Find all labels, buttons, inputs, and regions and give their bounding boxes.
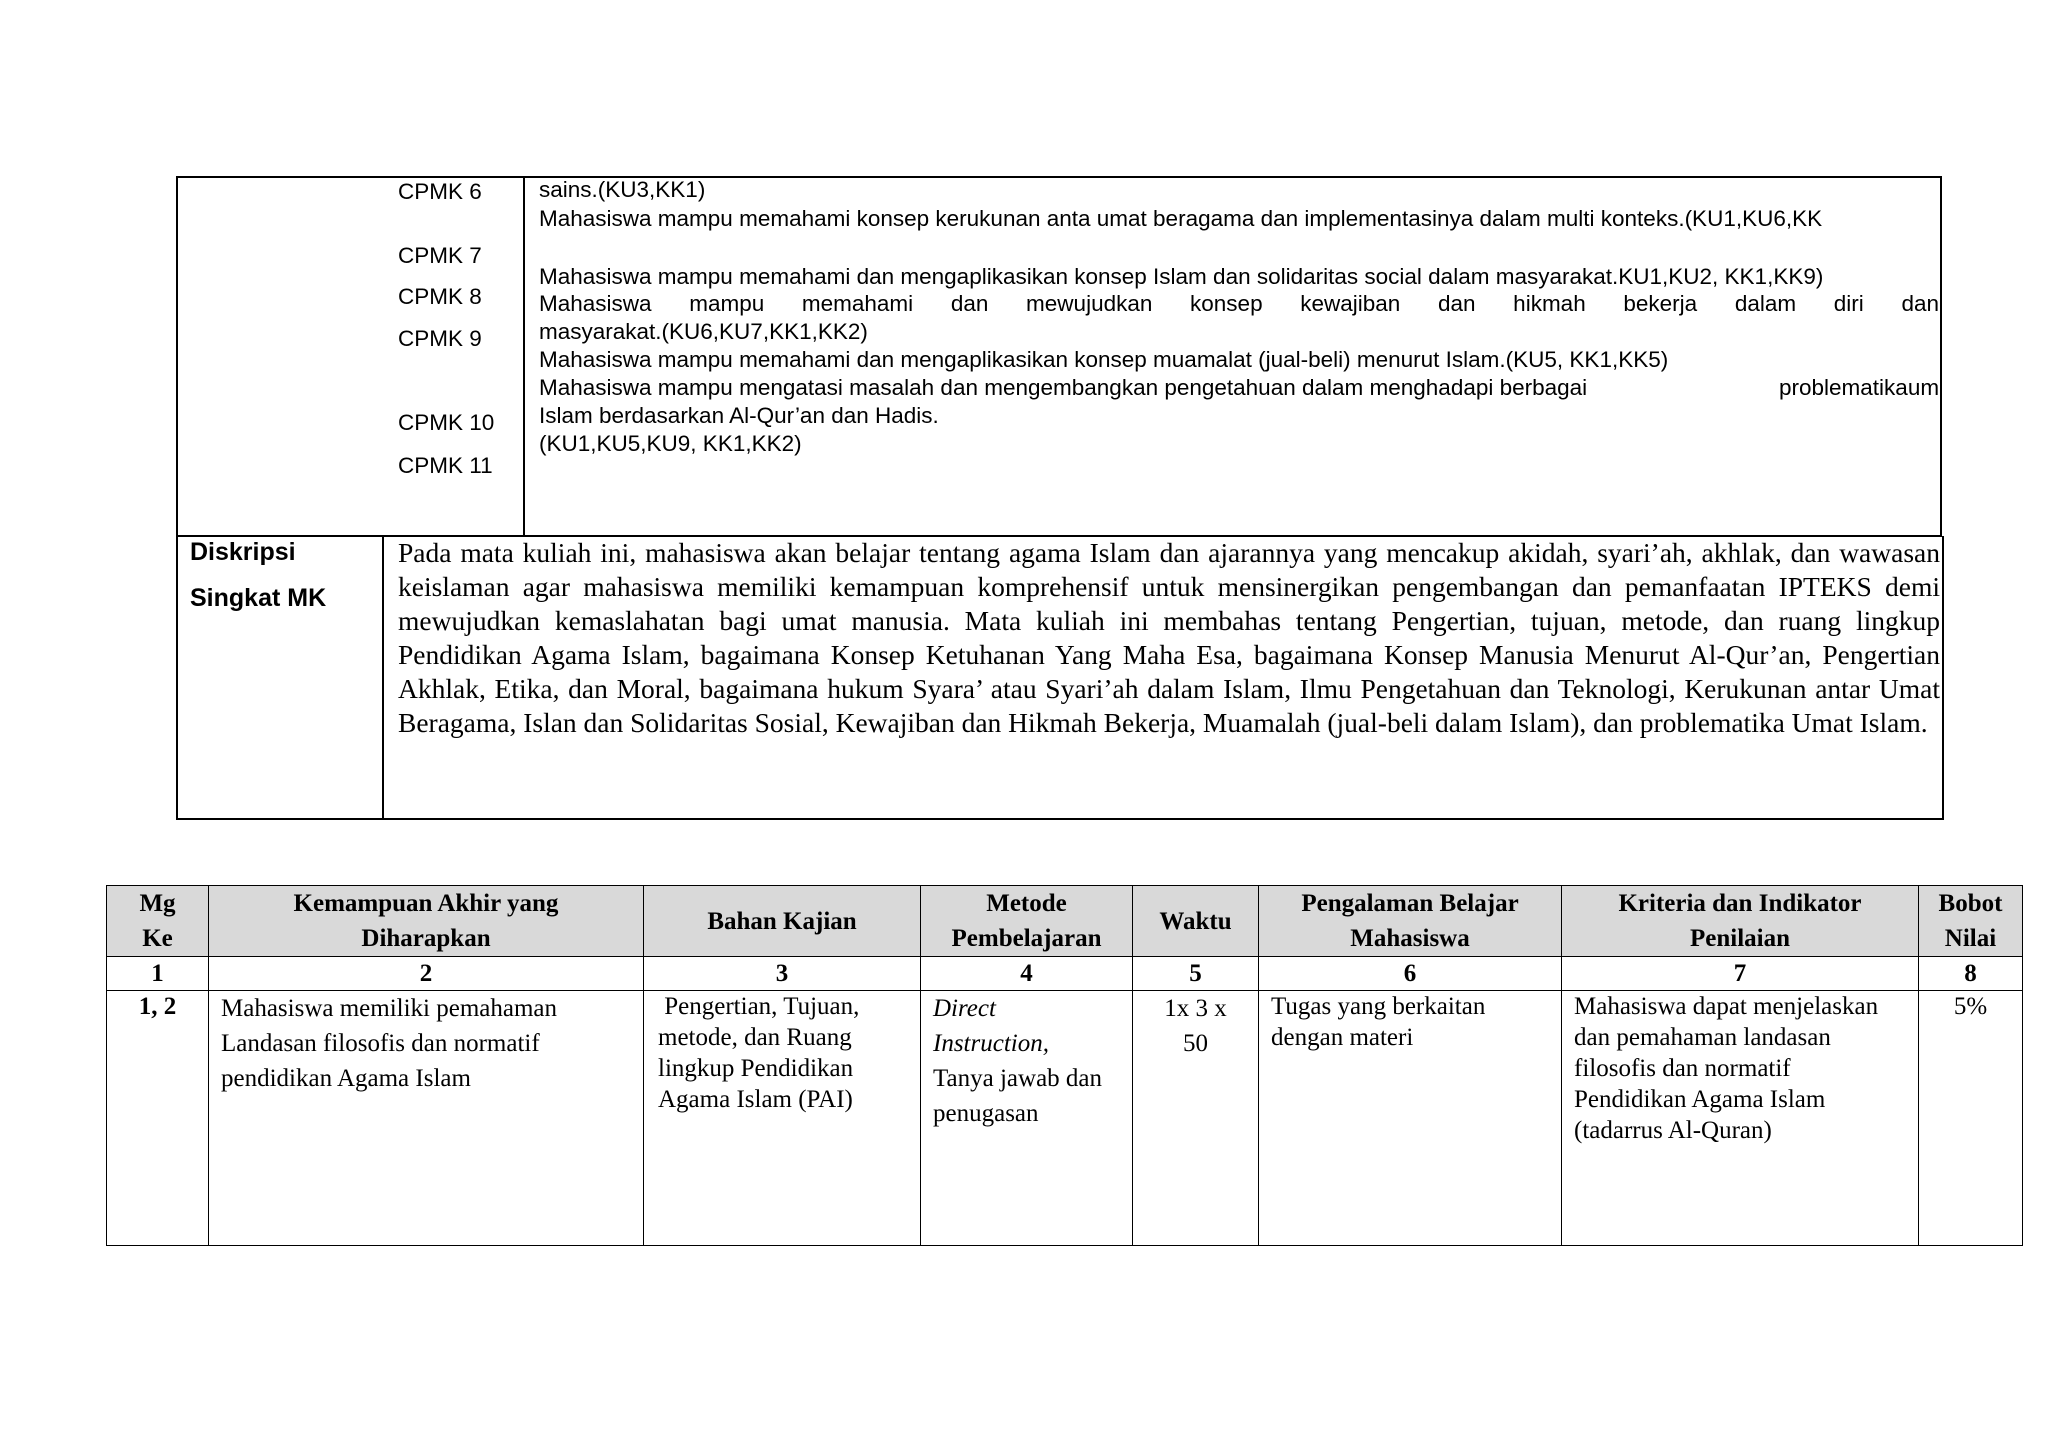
cpmk-text: Mahasiswa mampu memahami konsep kerukunan anta umat beragama dan implementasinya dalam multi konteks.(KU1,KU6,KK bbox=[539, 206, 1823, 231]
method-cell: Direct Instruction, Tanya jawab dan penugasan bbox=[921, 991, 1133, 1246]
header-row bbox=[107, 886, 2023, 957]
column-number-row bbox=[107, 957, 2023, 991]
cpmk-text: Mahasiswa mampu memahami dan mewujudkan konsep kewajiban dan hikmah bekerja dalam diri dan bbox=[539, 291, 1939, 316]
week-cell: 1, 2 bbox=[107, 991, 209, 1246]
column-header: Kriteria dan Indikator Penilaian bbox=[1562, 886, 1919, 957]
ability-cell: Mahasiswa memiliki pemahaman Landasan filosofis dan normatif pendidikan Agama Islam bbox=[209, 991, 644, 1246]
column-number: 3 bbox=[644, 957, 921, 991]
cpmk-text: Islam berdasarkan Al-Qur’an dan Hadis. bbox=[539, 403, 939, 428]
cpmk-code: CPMK 7 bbox=[398, 243, 482, 268]
column-header: Mg Ke bbox=[107, 886, 209, 957]
description-label: Singkat MK bbox=[190, 584, 327, 612]
weight-cell: 5% bbox=[1919, 991, 2023, 1246]
column-header: Kemampuan Akhir yang Diharapkan bbox=[209, 886, 644, 957]
cpmk-text: sains.(KU3,KK1) bbox=[539, 177, 706, 202]
column-number: 6 bbox=[1259, 957, 1562, 991]
column-number: 5 bbox=[1133, 957, 1259, 991]
column-header: Bahan Kajian bbox=[644, 886, 921, 957]
table-border-bottom bbox=[176, 818, 1944, 820]
cpmk-column-divider bbox=[523, 176, 525, 536]
experience-cell: Tugas yang berkaitan dengan materi bbox=[1259, 991, 1562, 1246]
cpmk-code: CPMK 9 bbox=[398, 326, 482, 351]
column-header: Pengalaman Belajar Mahasiswa bbox=[1259, 886, 1562, 957]
description-label: Diskripsi bbox=[190, 538, 296, 566]
cpmk-code: CPMK 11 bbox=[398, 453, 493, 478]
cpmk-code: CPMK 6 bbox=[398, 179, 482, 204]
column-header: Metode Pembelajaran bbox=[921, 886, 1133, 957]
cpmk-text: Mahasiswa mampu memahami dan mengaplikasikan konsep Islam dan solidaritas social dalam masyarakat.KU1,KU2, KK1,KK9) bbox=[539, 264, 1824, 289]
cpmk-text: (KU1,KU5,KU9, KK1,KK2) bbox=[539, 431, 802, 456]
column-header: Waktu bbox=[1133, 886, 1259, 957]
label-column-divider bbox=[382, 535, 384, 819]
table-border-right-upper bbox=[1940, 176, 1942, 536]
cpmk-text: Mahasiswa mampu memahami dan mengaplikasikan konsep muamalat (jual-beli) menurut Islam.(KU5, KK1,KK5) bbox=[539, 347, 1669, 372]
column-header: Bobot Nilai bbox=[1919, 886, 2023, 957]
column-number: 7 bbox=[1562, 957, 1919, 991]
column-number: 4 bbox=[921, 957, 1133, 991]
column-number: 1 bbox=[107, 957, 209, 991]
material-cell: Pengertian, Tujuan, metode, dan Ruang lingkup Pendidikan Agama Islam (PAI) bbox=[644, 991, 921, 1246]
table-border-left bbox=[176, 176, 178, 818]
cpmk-code: CPMK 8 bbox=[398, 284, 482, 309]
criteria-cell: Mahasiswa dapat menjelaskan dan pemahaman landasan filosofis dan normatif Pendidikan Agama Islam (tadarrus Al-Quran) bbox=[1562, 991, 1919, 1246]
time-cell: 1x 3 x 50 bbox=[1133, 991, 1259, 1246]
cpmk-text: problematikaum bbox=[1779, 375, 1940, 400]
table-border-right-lower bbox=[1942, 536, 1944, 818]
column-number: 8 bbox=[1919, 957, 2023, 991]
cpmk-text: masyarakat.(KU6,KU7,KK1,KK2) bbox=[539, 319, 868, 344]
weekly-plan-table bbox=[106, 885, 2023, 1246]
cpmk-code: CPMK 10 bbox=[398, 410, 495, 435]
course-description: Pada mata kuliah ini, mahasiswa akan belajar tentang agama Islam dan ajarannya yang mencakup akidah, syari’ah, akhlak, dan wawasan keislaman agar mahasiswa memiliki kemampuan komprehensif untuk mensinergikan pengembangan dan pemanfaatan IPTEKS demi mewujudkan kemaslahatan bagi umat manusia. Mata kuliah ini membahas tentang Pengertian, tujuan, metode, dan ruang lingkup Pendidikan Agama Islam, bagaimana Konsep Ketuhanan Yang Maha Esa, bagaimana Konsep Manusia Menurut Al-Qur’an, Pengertian Akhlak, Etika, dan Moral, bagaimana hukum Syara’ atau Syari’ah dalam Islam, Ilmu Pengetahuan dan Teknologi, Kerukunan antar Umat Beragama, Islan dan Solidaritas Sosial, Kewajiban dan Hikmah Bekerja, Muamalah (jual-beli dalam Islam), dan problematika Umat Islam. bbox=[398, 537, 1940, 738]
column-number: 2 bbox=[209, 957, 644, 991]
cpmk-text: Mahasiswa mampu mengatasi masalah dan mengembangkan pengetahuan dalam menghadapi berbagai bbox=[539, 375, 1588, 400]
table-row bbox=[107, 991, 2023, 1246]
